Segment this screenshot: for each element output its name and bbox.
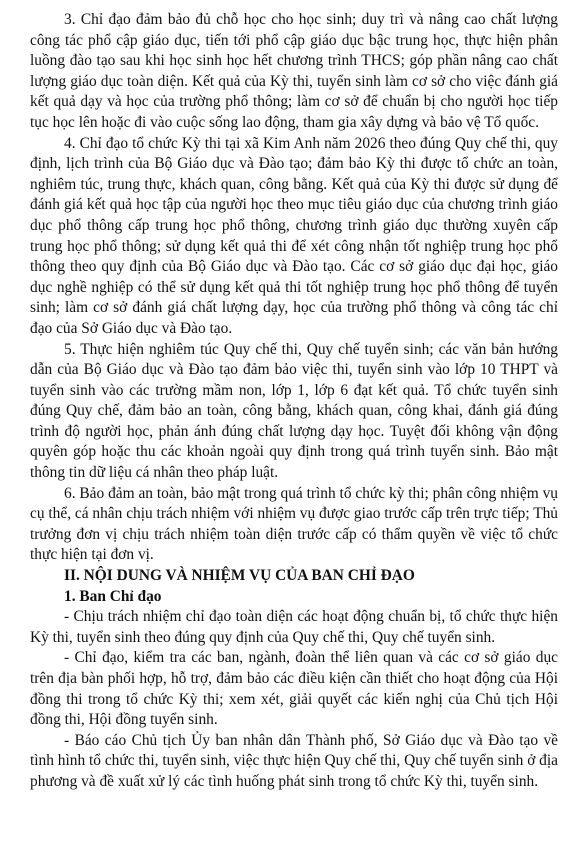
section-heading: II. NỘI DUNG VÀ NHIỆM VỤ CỦA BAN CHỈ ĐẠO	[64, 567, 415, 585]
document-body	[30, 10, 558, 793]
paragraph-item-6: 6. Bảo đảm an toàn, bảo mật trong quá trình tổ chức kỳ thi; phân công nhiệm vụ cụ thể, cá nhân chịu trách nhiệm với nhiệm vụ được giao trước cấp trên trực tiếp; Thủ trưởng đơn vị chịu trách nhiệm toàn diện trước cấp có thẩm quyền về việc tổ chức thực hiện tại đơn vị.	[30, 484, 558, 564]
duty-item-1: - Chịu trách nhiệm chỉ đạo toàn diện các hoạt động chuẩn bị, tổ chức thực hiện Kỳ thi, tuyển sinh theo đúng quy định của Quy chế thi, Quy chế tuyển sinh.	[30, 608, 558, 646]
subsection-heading: 1. Ban Chỉ đạo	[64, 587, 162, 605]
paragraph-item-4: 4. Chỉ đạo tổ chức Kỳ thi tại xã Kim Anh năm 2026 theo đúng Quy chế thi, quy định, lịch trình của Bộ Giáo dục và Đào tạo; đảm bảo Kỳ thi được tổ chức an toàn, nghiêm túc, trung thực, khách quan, công bằng. Kết quả của Kỳ thi được sử dụng để đánh giá kết quả học tập của người học theo mục tiêu giáo dục của chương trình giáo dục phổ thông cấp trung học phổ thông, chương trình giáo dục thường xuyên cấp trung học phổ thông; sử dụng kết quả thi để xét công nhận tốt nghiệp trung học phổ thông theo quy định của Bộ Giáo dục và Đào tạo. Các cơ sở giáo dục đại học, giáo dục nghề nghiệp có thể sử dụng kết quả thi tốt nghiệp trung học phổ thông để tuyển sinh; làm cơ sở đánh giá chất lượng dạy, học của trường phổ thông và công tác chỉ đạo của Sở Giáo dục và Đào tạo.	[30, 134, 558, 337]
duty-item-2: - Chỉ đạo, kiểm tra các ban, ngành, đoàn thể liên quan và các cơ sở giáo dục trên địa bàn phối hợp, hỗ trợ, đảm bảo các điều kiện cần thiết cho hoạt động của Hội đồng thi trong tổ chức Kỳ thi; xem xét, giải quyết các kiến nghị của Chủ tịch Hội đồng thi, Hội đồng tuyển sinh.	[30, 649, 558, 729]
paragraph-item-3: 3. Chỉ đạo đảm bảo đủ chỗ học cho học sinh; duy trì và nâng cao chất lượng công tác phổ cập giáo dục, tiến tới phổ cập giáo dục bậc trung học, thực hiện phân luồng đào tạo sau khi học sinh học hết chương trình THCS; góp phần nâng cao chất lượng giáo dục toàn diện. Kết quả của Kỳ thi, tuyển sinh làm cơ sở cho việc đánh giá kết quả dạy và học của trường phổ thông; làm cơ sở để chuẩn bị cho người học tiếp tục học lên hoặc đi vào cuộc sống lao động, tham gia xây dựng và bảo vệ Tổ quốc.	[30, 11, 558, 131]
paragraph-item-5: 5. Thực hiện nghiêm túc Quy chế thi, Quy chế tuyển sinh; các văn bản hướng dẫn của Bộ Giáo dục và Đào tạo đảm bảo việc thi, tuyển sinh vào lớp 10 THPT và tuyển sinh vào các trường mầm non, lớp 1, lớp 6 đạt kết quả. Tổ chức tuyển sinh đúng Quy chế, đảm bảo an toàn, công bằng, khách quan, công khai, đánh giá đúng trình độ người học, phản ánh đúng chất lượng dạy học. Tuyệt đối không vận động quyên góp hoặc thu các khoản ngoài quy định trong quá trình tuyển sinh. Bảo mật thông tin dữ liệu cá nhân theo pháp luật.	[30, 340, 558, 482]
duty-item-3: - Báo cáo Chủ tịch Ủy ban nhân dân Thành phố, Sở Giáo dục và Đào tạo về tình hình tổ chức thi, tuyển sinh, việc thực hiện Quy chế thi, Quy chế tuyển sinh ở địa phương và đề xuất xử lý các tình huống phát sinh trong tổ chức Kỳ thi, tuyển sinh.	[30, 731, 558, 790]
